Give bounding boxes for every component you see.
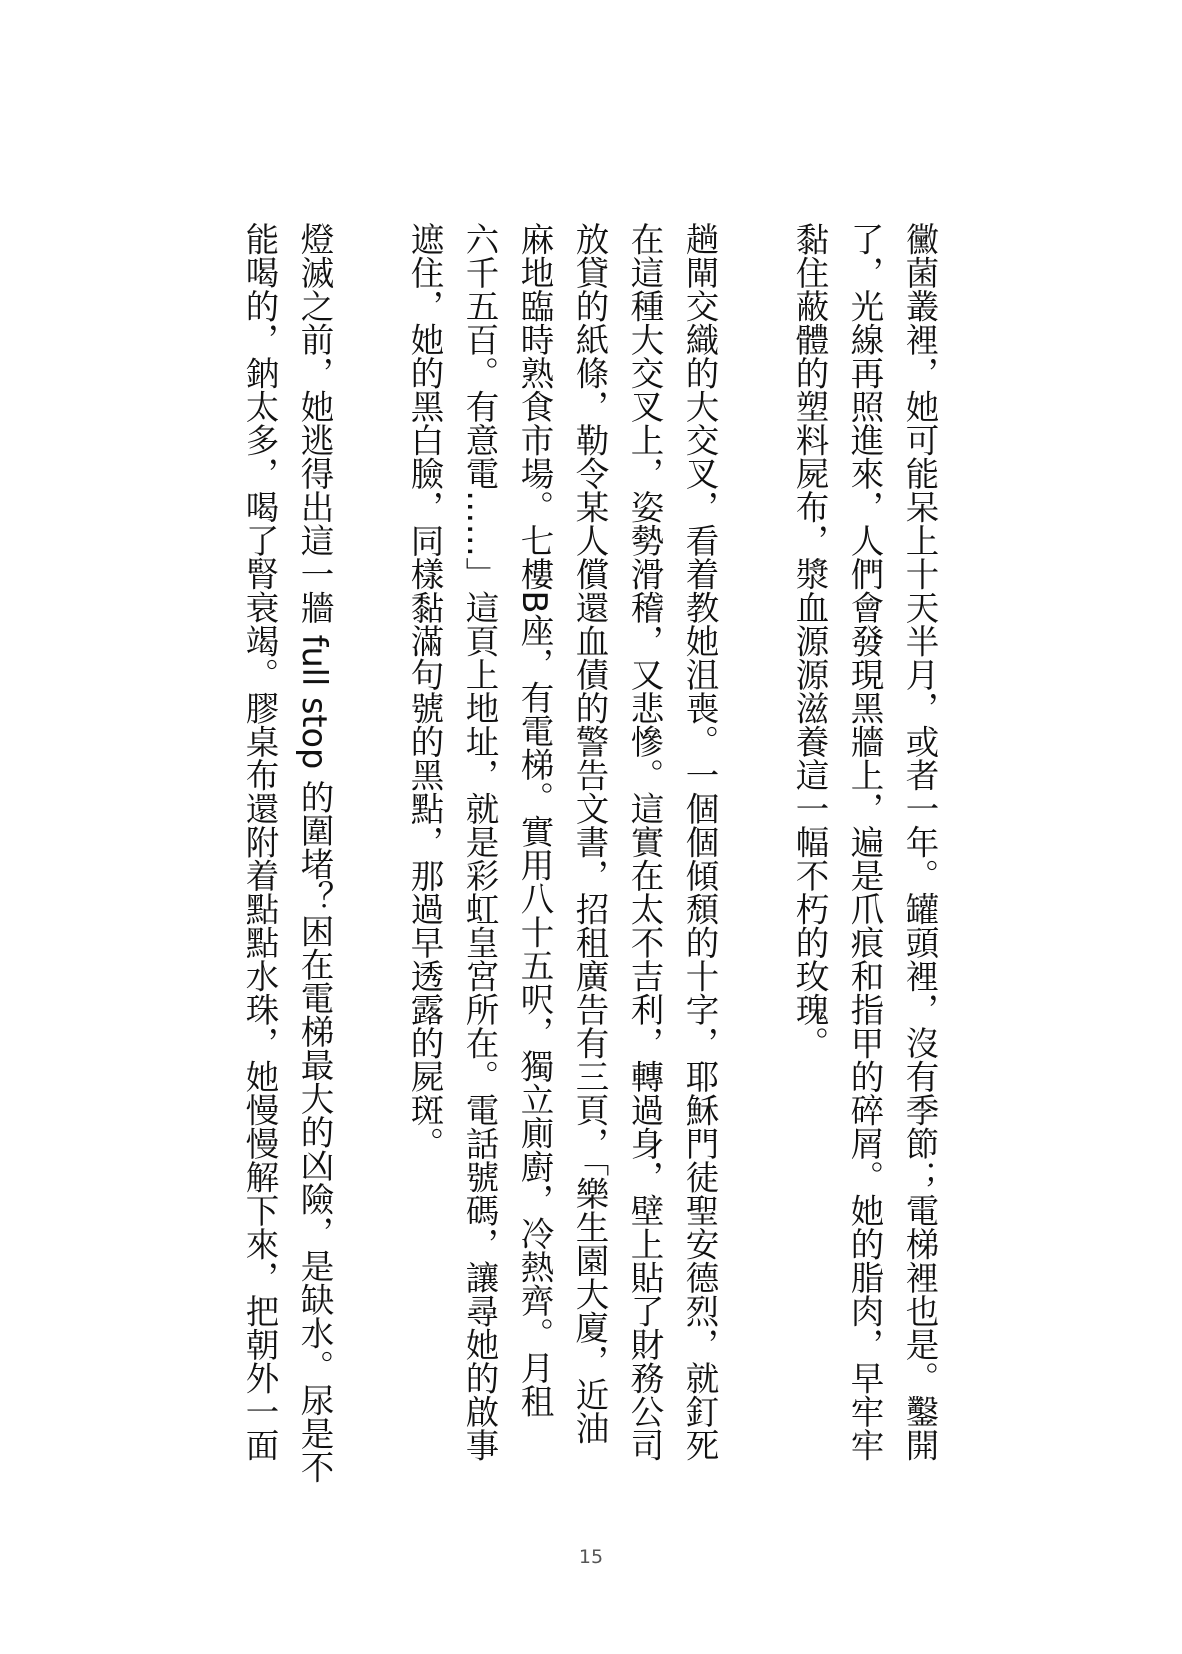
vertical-text-body (232, 222, 947, 1484)
text-column: 遮住，她的黑白臉，同樣黏滿句號的黑點，那過早透露的屍斑。 (405, 222, 444, 1160)
text-column: 麻地臨時熟食市場。七樓B座，有電梯。實用八十五呎，獨立廁廚，冷熱齊。月租 (515, 222, 554, 1418)
text-column: 在這種大交叉上，姿勢滑稽，又悲慘。這實在太不吉利，轉過身，壁上貼了財務公司 (625, 222, 664, 1462)
text-column: 放貸的紙條，勒令某人償還血債的警告文書，招租廣告有三頁，「樂生園大廈，近油 (570, 222, 609, 1445)
page-number: 15 (578, 1546, 604, 1568)
paragraph-gap (727, 222, 782, 1402)
text-column: 能喝的，鈉太多，喝了腎衰竭。膠桌布還附着點點水珠，她慢慢解下來，把朝外一面 (240, 222, 279, 1462)
text-column: 黴菌叢裡，她可能呆上十天半月，或者一年。罐頭裡，沒有季節；電梯裡也是。鑿開 (900, 222, 939, 1462)
text-column: 燈滅之前，她逃得出這一牆 full stop 的圍堵？困在電梯最大的凶險，是缺水。尿是不 (295, 222, 334, 1484)
text-column: 黏住蔽體的塑料屍布，漿血源源滋養這一幅不朽的玫瑰。 (790, 222, 829, 1060)
text-column: 趟閘交織的大交叉，看着教她沮喪。一個個傾頹的十字，耶穌門徒聖安德烈，就釘死 (680, 222, 719, 1462)
paragraph-gap (342, 222, 397, 1402)
text-column: 了，光線再照進來，人們會發現黑牆上，遍是爪痕和指甲的碎屑。她的脂肉，早牢牢 (845, 222, 884, 1462)
text-column: 六千五百。有意電……」這頁上地址，就是彩虹皇宮所在。電話號碼，讓尋她的啟事 (460, 222, 499, 1462)
